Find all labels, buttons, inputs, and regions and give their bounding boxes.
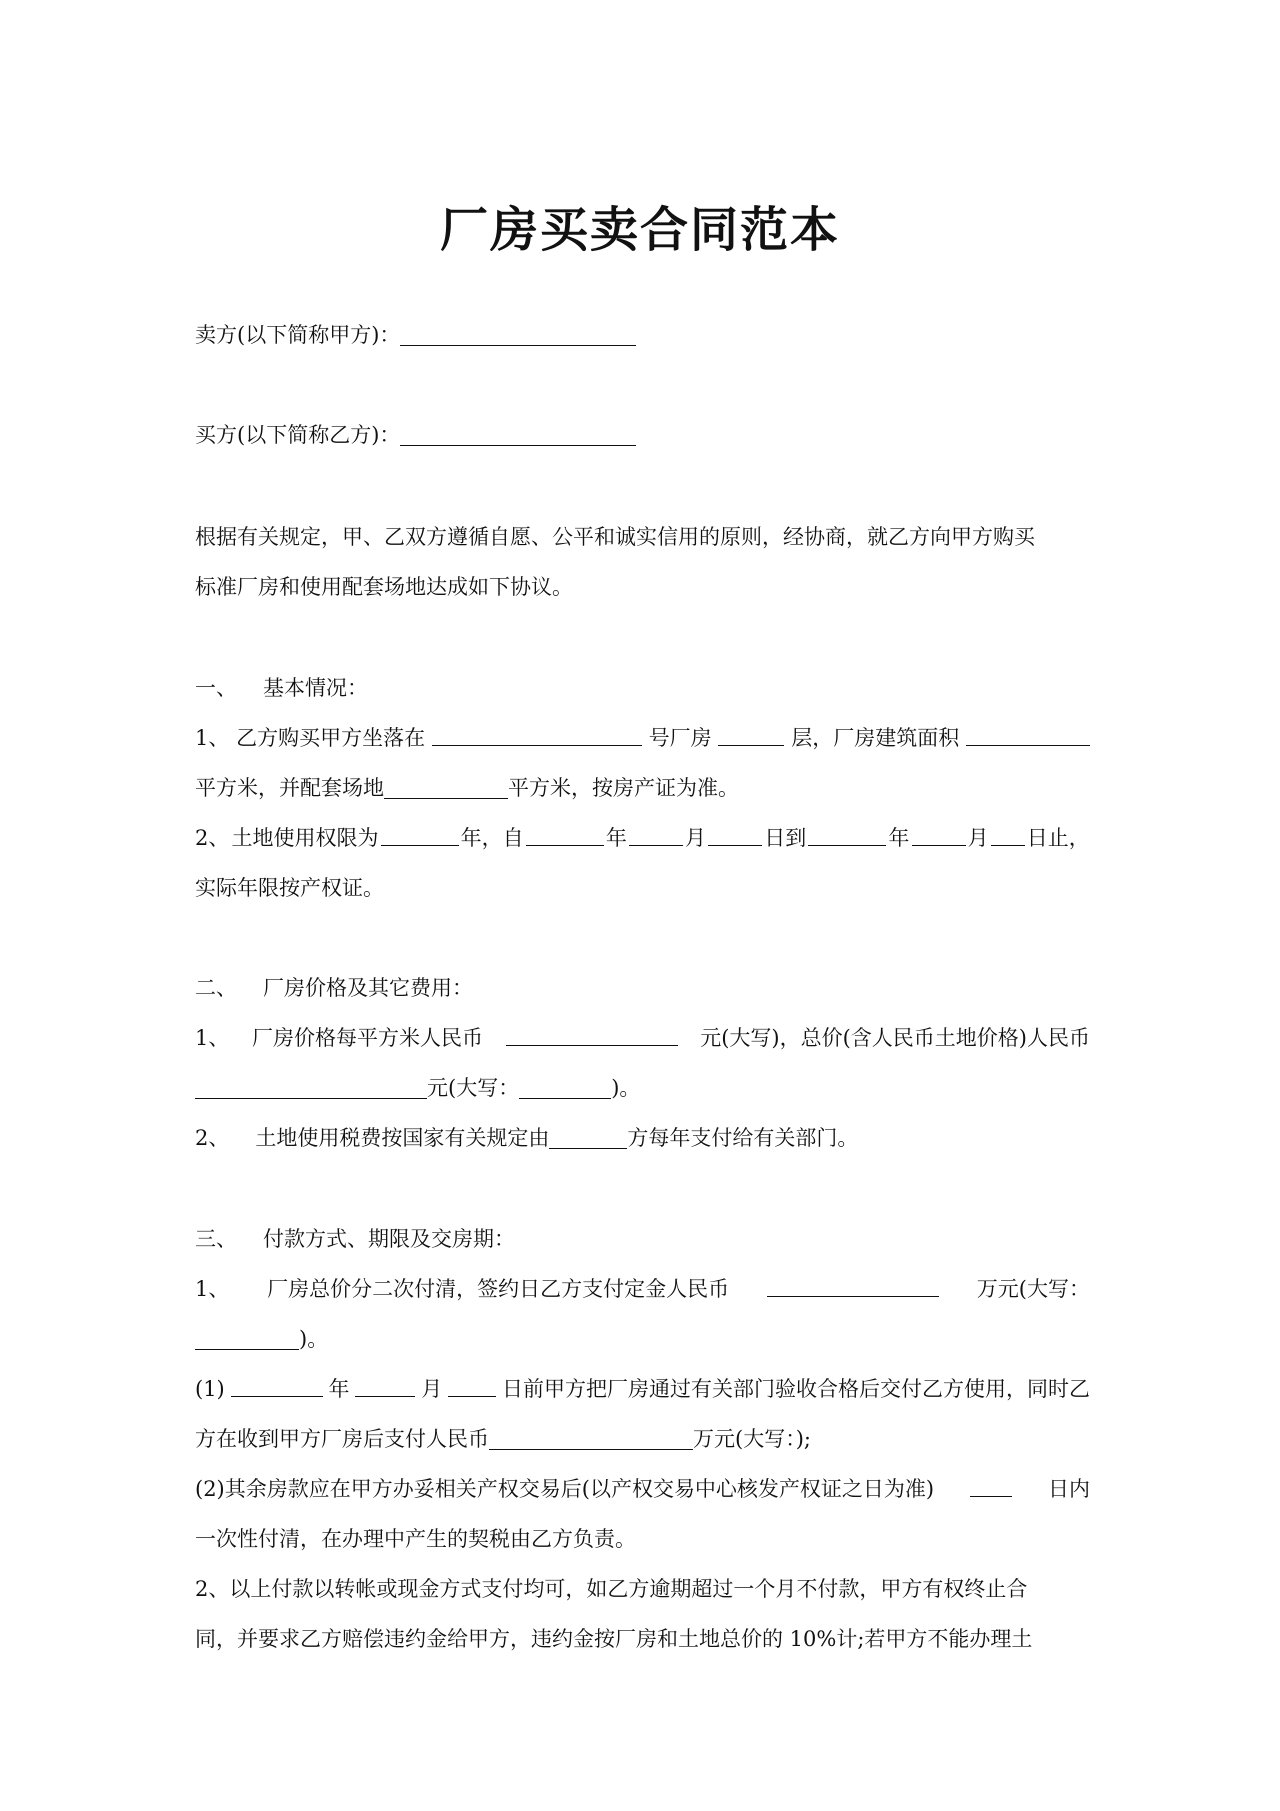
delivery-month-blank[interactable] <box>355 1374 415 1397</box>
s3-p2-text-a: (2)其余房款应在甲方办妥相关产权交易后(以产权交易中心核发产权证之日为准) <box>195 1477 935 1501</box>
payment-amount-blank[interactable] <box>489 1427 693 1450</box>
s1-item1-number: 1、 <box>195 726 230 750</box>
s3-p1-cont-line <box>195 1424 1090 1454</box>
s3-p1-text-b: 年 <box>328 1377 350 1401</box>
s1-item1-line <box>195 723 1090 753</box>
s3-item1-line <box>195 1274 1090 1304</box>
s1-item2-text-d: 月 <box>685 826 707 850</box>
end-year-blank[interactable] <box>808 823 886 846</box>
s2-item2-text-b: 方每年支付给有关部门。 <box>627 1126 859 1150</box>
deposit-words-blank[interactable] <box>195 1327 299 1350</box>
s1-item2-text-f: 年 <box>888 826 910 850</box>
section-2-heading <box>195 973 1090 1003</box>
section-1-title: 基本情况： <box>263 676 368 700</box>
s3-item2-line: 2、以上付款以转帐或现金方式支付均可，如乙方逾期超过一个月不付款，甲方有权终止合 <box>195 1577 1028 1601</box>
seller-name-blank[interactable] <box>400 323 636 346</box>
section-2-title: 厂房价格及其它费用： <box>263 976 473 1000</box>
s1-item2-text-g: 月 <box>967 826 989 850</box>
land-years-blank[interactable] <box>381 823 459 846</box>
section-2-number: 二、 <box>195 976 237 1000</box>
end-day-blank[interactable] <box>991 823 1025 846</box>
s3-p1-line <box>195 1374 1090 1404</box>
s3-p1-text-c: 月 <box>421 1377 443 1401</box>
s1-item1-cont-line <box>195 773 1090 803</box>
s2-item1b-text-a: 元(大写： <box>427 1076 520 1100</box>
s3-p1b-text-b: 万元(大写：); <box>693 1427 811 1451</box>
remaining-days-blank[interactable] <box>970 1474 1012 1497</box>
s2-item1b-text-b: )。 <box>611 1076 641 1100</box>
s1-item2-text-a: 土地使用权限为 <box>231 826 379 850</box>
delivery-day-blank[interactable] <box>448 1374 496 1397</box>
intro-line-1: 根据有关规定，甲、乙双方遵循自愿、公平和诚实信用的原则，经协商，就乙方向甲方购买 <box>195 525 1035 549</box>
s2-item1-number: 1、 <box>195 1026 230 1050</box>
s1-item1b-text-b: 平方米，按房产证为准。 <box>508 776 739 800</box>
s1-item2-text-e: 日到 <box>764 826 807 850</box>
s2-item1-cont-line <box>195 1073 1090 1103</box>
s1-item2-number: 2、 <box>195 826 230 850</box>
s1-item2-text-b: 年，自 <box>460 826 524 850</box>
section-3-title: 付款方式、期限及交房期： <box>263 1227 515 1251</box>
s3-p2-text-b: 日内 <box>1047 1477 1090 1501</box>
s1-item1-text-b: 号厂房 <box>648 726 712 750</box>
s3-p2-cont-line: 一次性付清，在办理中产生的契税由乙方负责。 <box>195 1527 636 1551</box>
s1-item1b-text-a: 平方米，并配套场地 <box>195 776 384 800</box>
total-price-blank[interactable] <box>195 1076 427 1099</box>
s2-item1-line <box>195 1023 1090 1053</box>
s1-item1-text-c: 层，厂房建筑面积 <box>791 726 960 750</box>
section-3-number: 三、 <box>195 1227 237 1251</box>
intro-line-2: 标准厂房和使用配套场地达成如下协议。 <box>195 575 573 599</box>
tax-payer-blank[interactable] <box>549 1126 627 1149</box>
seller-line <box>195 320 1090 350</box>
section-1-number: 一、 <box>195 676 237 700</box>
buyer-line <box>195 420 1090 450</box>
s3-p1-text-a: (1) <box>195 1377 225 1401</box>
unit-price-blank[interactable] <box>506 1023 678 1046</box>
s1-item2-text-h: 日止， <box>1026 826 1090 850</box>
s3-item1-text-a: 厂房总价分二次付清，签约日乙方支付定金人民币 <box>267 1277 730 1301</box>
deposit-blank[interactable] <box>767 1274 939 1297</box>
s2-item2-text-a: 土地使用税费按国家有关规定由 <box>255 1126 550 1150</box>
document-title: 厂房买卖合同范本 <box>439 202 840 258</box>
building-area-blank[interactable] <box>966 723 1090 746</box>
total-price-words-blank[interactable] <box>519 1076 611 1099</box>
s3-p1b-text-a: 方在收到甲方厂房后支付人民币 <box>195 1427 489 1451</box>
buyer-label: 买方(以下简称乙方)： <box>195 423 401 447</box>
s1-item2-text-c: 年 <box>605 826 627 850</box>
s2-item1-text-a: 厂房价格每平方米人民币 <box>251 1026 483 1050</box>
start-year-blank[interactable] <box>526 823 604 846</box>
location-blank[interactable] <box>432 723 642 746</box>
s3-item1b-text: )。 <box>299 1327 329 1351</box>
s3-p2-line <box>195 1474 1090 1504</box>
s3-item1-number: 1、 <box>195 1277 230 1301</box>
s1-item2-cont-line: 实际年限按产权证。 <box>195 876 384 900</box>
s3-item1-text-b: 万元(大写： <box>976 1277 1090 1301</box>
s3-item2-cont-line: 同，并要求乙方赔偿违约金给甲方，违约金按厂房和土地总价的 10%计;若甲方不能办理土 <box>195 1627 1033 1651</box>
section-3-heading <box>195 1224 1090 1254</box>
start-month-blank[interactable] <box>629 823 683 846</box>
floor-blank[interactable] <box>718 723 784 746</box>
delivery-year-blank[interactable] <box>231 1374 323 1397</box>
s2-item2-number: 2、 <box>195 1126 230 1150</box>
buyer-name-blank[interactable] <box>400 423 636 446</box>
s1-item1-text-a: 乙方购买甲方坐落在 <box>236 726 426 750</box>
s1-item2-line <box>195 823 1090 853</box>
start-day-blank[interactable] <box>708 823 762 846</box>
site-area-blank[interactable] <box>384 776 508 799</box>
seller-label: 卖方(以下简称甲方)： <box>195 323 401 347</box>
section-1-heading <box>195 673 1090 703</box>
s2-item2-line <box>195 1123 1090 1153</box>
s2-item1-text-b: 元(大写)，总价(含人民币土地价格)人民币 <box>700 1026 1090 1050</box>
end-month-blank[interactable] <box>912 823 966 846</box>
s3-item1-cont-line <box>195 1324 1090 1354</box>
s3-p1-text-d: 日前甲方把厂房通过有关部门验收合格后交付乙方使用，同时乙 <box>502 1377 1090 1401</box>
